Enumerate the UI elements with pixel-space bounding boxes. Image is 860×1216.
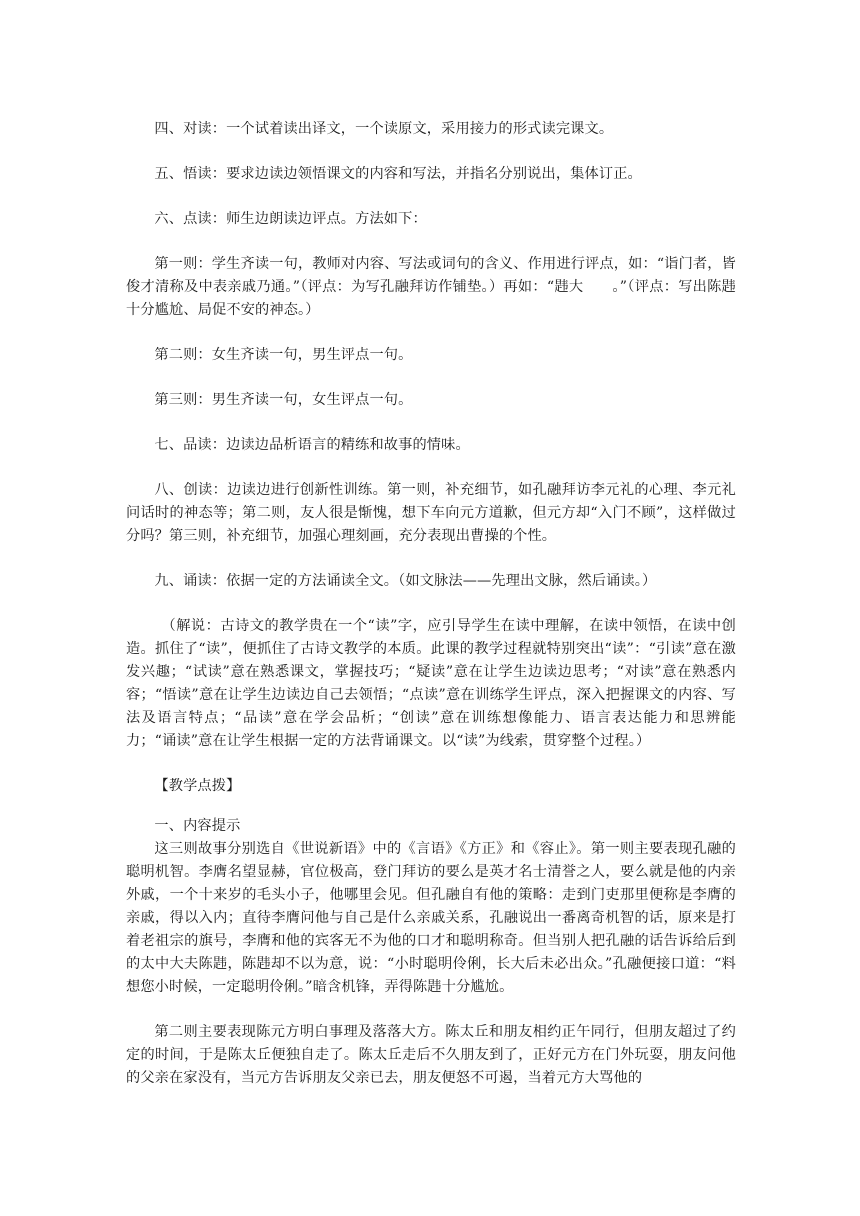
paragraph-rule-1: 第一则：学生齐读一句，教师对内容、写法或词句的含义、作用进行评点，如：“诣门者，皆俊才清称及中表亲戚乃通。”（评点：为写孔融拜访作铺垫。）再如：“韪大 。”（评点：写出陈韪十分尴尬、局促不安的神态。） xyxy=(126,256,736,318)
paragraph-chuang-du: 八、创读：边读边进行创新性训练。第一则，补充细节，如孔融拜访李元礼的心理、李元礼问话时的神态等；第二则，友人很是惭愧，想下车向元方道歉，但元方却“入门不顾”，这样做过分吗？第三则，补充细节，加强心理刻画，充分表现出曹操的个性。 xyxy=(126,482,736,544)
section-heading: 【教学点拨】 xyxy=(154,778,241,794)
paragraph-wu-du: 五、悟读：要求边读边领悟课文的内容和写法，并指名分别说出，集体订正。 xyxy=(154,166,642,182)
document-body xyxy=(126,118,736,1090)
paragraph-rule-2: 第二则：女生齐读一句，男生评点一句。 xyxy=(154,347,413,363)
paragraph-rule-3: 第三则：男生齐读一句，女生评点一句。 xyxy=(154,392,413,408)
paragraph-explanation: （解说：古诗文的教学贵在一个“读”字，应引导学生在读中理解，在读中领悟，在读中创造。抓住了“读”，便抓住了古诗文教学的本质。此课的教学过程就特别突出“读”：“引读”意在激发兴趣；“试读”意在熟悉课文，掌握技巧；“疑读”意在让学生边读边思考；“对读”意在熟悉内容；“悟读”意在让学生边读边自己去领悟；“点读”意在训练学生评点，深入把握课文的内容、写法及语言特点；“品读”意在学会品析；“创读”意在训练想像能力、语言表达能力和思辨能力；“诵读”意在让学生根据一定的方法背诵课文。以“读”为线索，贯穿整个过程。） xyxy=(126,618,736,749)
paragraph-pin-du: 七、品读：边读边品析语言的精练和故事的情味。 xyxy=(154,437,470,453)
paragraph-song-du: 九、诵读：依据一定的方法诵读全文。（如文脉法——先理出文脉，然后诵读。） xyxy=(154,573,657,589)
paragraph-content-1: 这三则故事分别选自《世说新语》中的《言语》《方正》和《容止》。第一则主要表现孔融的聪明机智。李膺名望显赫，官位极高，登门拜访的要么是英才名士清誉之人，要么就是他的内亲外戚，一个十来岁的毛头小子，他哪里会见。但孔融自有他的策略：走到门吏那里便称是李膺的亲戚，得以入内；直待李膺问他与自己是什么亲戚关系，孔融说出一番离奇机智的话，原来是打着老祖宗的旗号，李膺和他的宾客无不为他的口才和聪明称奇。但当别人把孔融的话告诉给后到的太中大夫陈韪，陈韪却不以为意，说：“小时聪明伶俐，长大后未必出众。”孔融便接口道：“料想您小时候，一定聪明伶俐。”暗含机锋，弄得陈韪十分尴尬。 xyxy=(126,841,736,995)
paragraph-content-2: 第二则主要表现陈元方明白事理及落落大方。陈太丘和朋友相约正午同行，但朋友超过了约定的时间，于是陈太丘便独自走了。陈太丘走后不久朋友到了，正好元方在门外玩耍，朋友问他的父亲在家没有，当元方告诉朋友父亲已去，朋友便怒不可遏，当着元方大骂他的 xyxy=(126,1024,736,1086)
subsection-title: 一、内容提示 xyxy=(154,818,241,834)
paragraph-dui-du: 四、对读：一个试着读出译文，一个读原文，采用接力的形式读完课文。 xyxy=(154,121,614,137)
paragraph-dian-du: 六、点读：师生边朗读边评点。方法如下： xyxy=(154,211,427,227)
